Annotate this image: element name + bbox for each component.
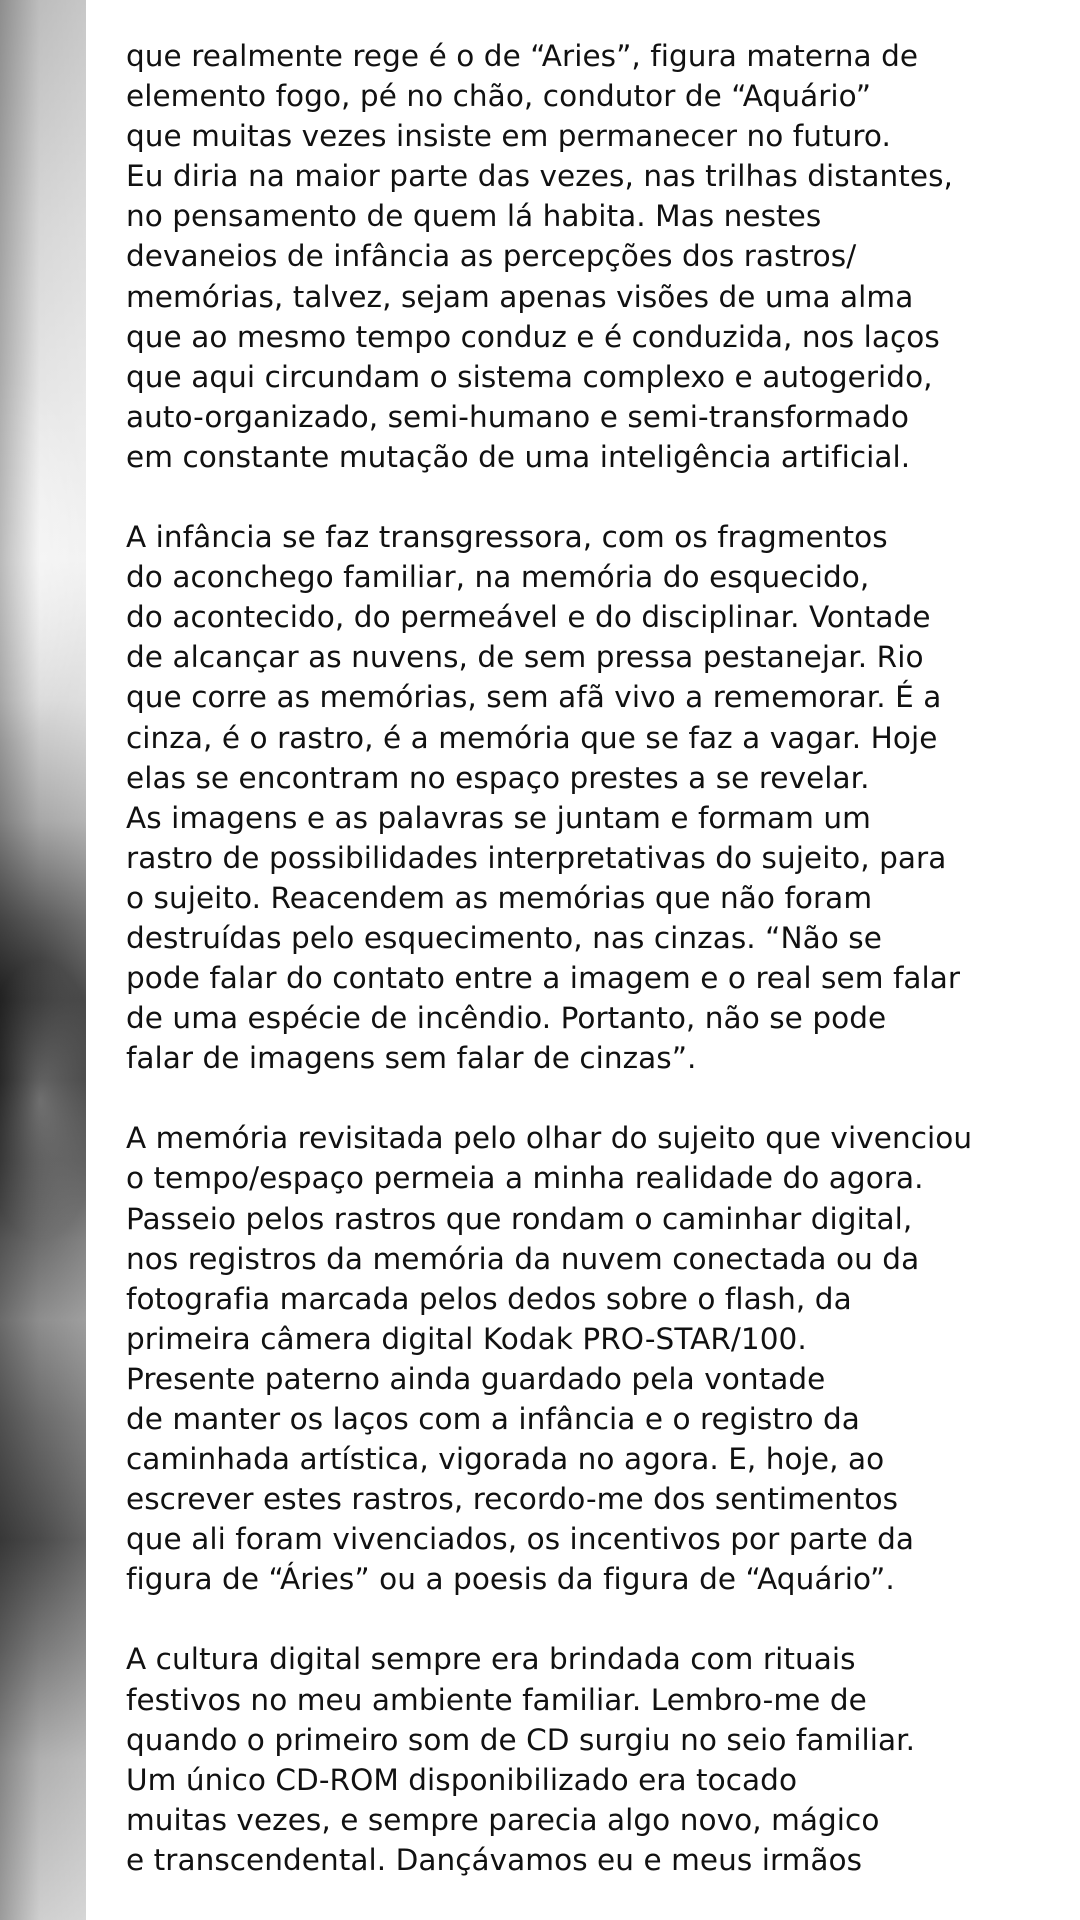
text-line: primeira câmera digital Kodak PRO-STAR/100.	[126, 1321, 807, 1356]
text-line: escrever estes rastros, recordo-me dos sentimentos	[126, 1482, 899, 1517]
text-line: Passeio pelos rastros que rondam o caminhar digital,	[126, 1201, 913, 1236]
paragraph	[126, 1118, 1038, 1599]
paragraph	[126, 36, 1038, 477]
text-line: fotografia marcada pelos dedos sobre o flash, da	[126, 1281, 852, 1316]
text-line: do acontecido, do permeável e do disciplinar. Vontade	[126, 600, 931, 635]
text-line: festivos no meu ambiente familiar. Lembro-me de	[126, 1682, 867, 1717]
text-line: em constante mutação de uma inteligência artificial.	[126, 439, 911, 474]
paragraph	[126, 517, 1038, 1078]
text-line: nos registros da memória da nuvem conectada ou da	[126, 1241, 920, 1276]
text-line: destruídas pelo esquecimento, nas cinzas. “Não se	[126, 920, 882, 955]
text-line: que ali foram vivenciados, os incentivos por parte da	[126, 1522, 915, 1557]
text-line: figura de “Áries” ou a poesis da figura de “Aquário”.	[126, 1562, 895, 1597]
text-line: A infância se faz transgressora, com os fragmentos	[126, 520, 888, 555]
text-line: rastro de possibilidades interpretativas do sujeito, para	[126, 840, 947, 875]
text-line: que aqui circundam o sistema complexo e autogerido,	[126, 359, 933, 394]
text-line: caminhada artística, vigorada no agora. E, hoje, ao	[126, 1442, 885, 1477]
text-line: que corre as memórias, sem afã vivo a rememorar. É a	[126, 680, 942, 715]
text-line: de uma espécie de incêndio. Portanto, não se pode	[126, 1001, 887, 1036]
text-line: elemento fogo, pé no chão, condutor de “Aquário”	[126, 79, 872, 114]
paragraph	[126, 1639, 1038, 1880]
text-line: que ao mesmo tempo conduz e é conduzida, nos laços	[126, 319, 940, 354]
text-line: que realmente rege é o de “Aries”, figura materna de	[126, 39, 919, 73]
text-line: muitas vezes, e sempre parecia algo novo, mágico	[126, 1802, 880, 1837]
text-line: memórias, talvez, sejam apenas visões de uma alma	[126, 279, 914, 314]
text-line: de manter os laços com a infância e o registro da	[126, 1402, 860, 1436]
side-photo-strip	[0, 0, 86, 1920]
text-line: o tempo/espaço permeia a minha realidade do agora.	[126, 1161, 924, 1196]
text-line: quando o primeiro som de CD surgiu no seio familiar.	[126, 1722, 916, 1757]
text-line: no pensamento de quem lá habita. Mas nestes	[126, 199, 822, 234]
text-line: As imagens e as palavras se juntam e formam um	[126, 800, 871, 835]
text-line: Um único CD-ROM disponibilizado era tocado	[126, 1762, 798, 1797]
text-line: auto-organizado, semi-humano e semi-transformado	[126, 399, 909, 434]
text-line: cinza, é o rastro, é a memória que se faz a vagar. Hoje	[126, 720, 938, 755]
text-line: e transcendental. Dançávamos eu e meus irmãos	[126, 1842, 863, 1877]
text-line: que muitas vezes insiste em permanecer no futuro.	[126, 119, 891, 154]
text-line: Eu diria na maior parte das vezes, nas trilhas distantes,	[126, 159, 953, 194]
text-line: de alcançar as nuvens, de sem pressa pestanejar. Rio	[126, 640, 924, 675]
text-line: pode falar do contato entre a imagem e o real sem falar	[126, 961, 961, 996]
text-line: devaneios de infância as percepções dos rastros/	[126, 239, 857, 274]
text-line: Presente paterno ainda guardado pela vontade	[126, 1361, 826, 1396]
text-line: do aconchego familiar, na memória do esquecido,	[126, 560, 870, 595]
text-column	[126, 36, 1038, 1920]
text-line: A cultura digital sempre era brindada com rituais	[126, 1642, 856, 1677]
text-line: falar de imagens sem falar de cinzas”.	[126, 1041, 697, 1076]
text-line: o sujeito. Reacendem as memórias que não foram	[126, 880, 873, 915]
text-line: A memória revisitada pelo olhar do sujeito que vivenciou	[126, 1121, 973, 1156]
text-line: elas se encontram no espaço prestes a se revelar.	[126, 760, 870, 795]
